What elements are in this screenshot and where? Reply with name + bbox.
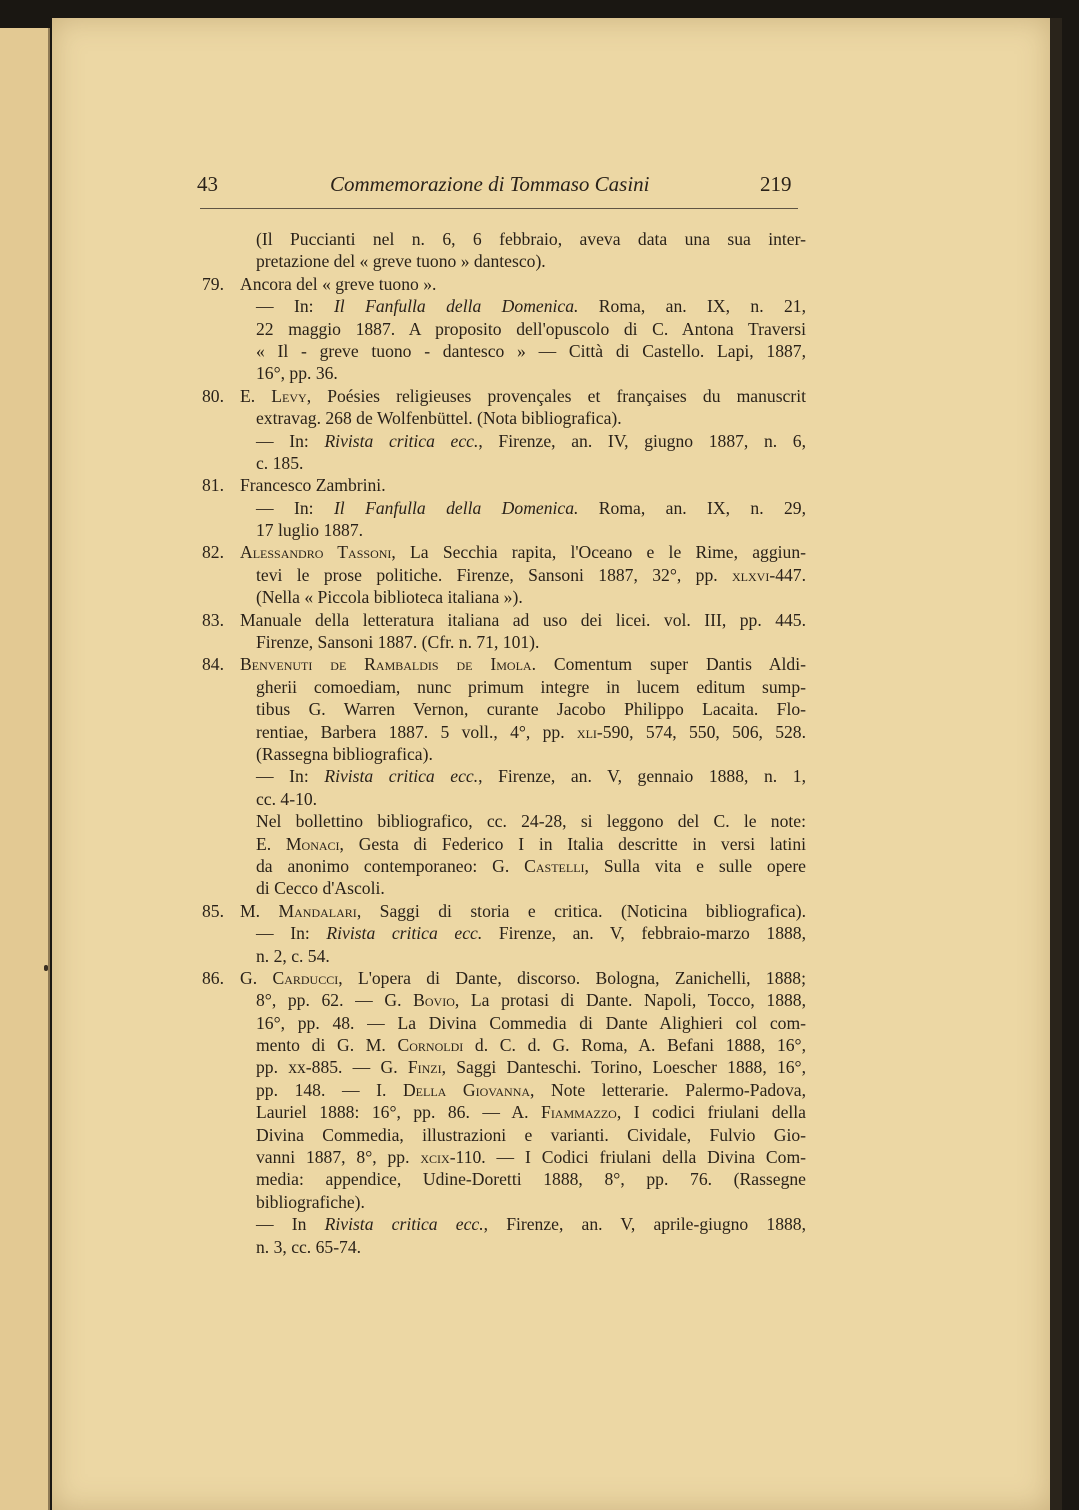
text-span: Roma, an. IX, n. 21,	[578, 296, 807, 317]
roman-numeral: xli	[576, 721, 597, 742]
page-gutter-shadow	[1050, 18, 1062, 1510]
text-line: tibus G. Warren Vernon, curante Jacobo Philippo Lacaita. Flo-	[256, 699, 806, 720]
text-span: Lauriel 1888: 16°, pp. 86. — A.	[256, 1102, 542, 1123]
roman-numeral: xcix	[420, 1147, 450, 1168]
text-span: -590, 574, 550, 506, 528.	[596, 721, 806, 742]
entry-83	[202, 609, 806, 631]
text-line	[240, 1213, 806, 1235]
text-span: , L'opera di Dante, discorso. Bologna, Zanichelli, 1888;	[338, 967, 806, 988]
text-span: , Saggi di storia e critica. (Noticina bibliografica).	[356, 900, 806, 921]
entry-number: 84.	[202, 654, 224, 675]
text-line	[240, 765, 806, 787]
text-span: vanni 1887, 8°, pp.	[256, 1147, 421, 1168]
text-line	[240, 1146, 806, 1168]
text-line: media: appendice, Udine-Doretti 1888, 8°, pp. 76. (Rassegne	[256, 1169, 806, 1190]
text-span: — In:	[256, 497, 334, 518]
author-name: Bovio	[413, 990, 455, 1011]
text-line	[240, 1079, 806, 1101]
entry-80	[202, 385, 806, 407]
text-line: di Cecco d'Ascoli.	[256, 878, 385, 899]
text-line	[240, 855, 806, 877]
entry-number: 83.	[202, 609, 224, 630]
text-span: rentiae, Barbera 1887. 5 voll., 4°, pp.	[256, 721, 577, 742]
text-line: (Rassegna bibliografica).	[256, 743, 433, 764]
right-page-number: 219	[760, 172, 792, 196]
entry-number: 80.	[202, 385, 224, 406]
text-line: c. 185.	[256, 452, 304, 473]
author-name: Castelli	[524, 855, 585, 876]
text-span: — In:	[256, 296, 334, 317]
author-name: Finzi	[407, 1057, 442, 1078]
text-line: bibliografiche).	[256, 1191, 365, 1212]
roman-numeral: xlxvi	[732, 564, 770, 585]
text-span: Roma, an. IX, n. 29,	[578, 497, 807, 518]
entry-number: 86.	[202, 967, 224, 988]
text-line	[240, 922, 806, 944]
text-line	[240, 497, 806, 519]
text-line	[240, 721, 806, 743]
author-name: Cornoldi	[397, 1035, 464, 1056]
text-line: Nel bollettino bibliografico, cc. 24-28, si leggono del C. le note:	[256, 811, 806, 832]
text-line	[240, 833, 806, 855]
author-name: Alessandro Tassoni	[240, 542, 392, 563]
entry-81	[202, 474, 806, 496]
periodical-title: Rivista critica ecc.	[324, 430, 479, 451]
author-name: Mandalari	[278, 900, 357, 921]
entry-86	[202, 967, 806, 989]
entry-84	[202, 653, 806, 675]
text-line: extravag. 268 de Wolfenbüttel. (Nota bibliografica).	[256, 408, 622, 429]
author-name: Levy	[271, 385, 307, 406]
text-line: n. 3, cc. 65-74.	[256, 1236, 362, 1257]
text-span: , Saggi Danteschi. Torino, Loescher 1888, 16°,	[441, 1057, 806, 1078]
text-span: , La protasi di Dante. Napoli, Tocco, 1888,	[454, 990, 806, 1011]
text-line: 17 luglio 1887.	[256, 520, 364, 541]
body-text	[202, 228, 807, 1258]
text-span: , Firenze, an. IV, giugno 1887, n. 6,	[478, 430, 806, 451]
text-span: -447.	[769, 564, 806, 585]
text-span: pp. xx-885. — G.	[256, 1057, 408, 1078]
text-span: , Firenze, an. V, gennaio 1888, n. 1,	[478, 766, 806, 787]
author-name: Della Giovanna	[402, 1079, 531, 1100]
text-span: , Sulla vita e sulle opere	[584, 855, 806, 876]
entry-82	[202, 541, 806, 563]
entry-number: 79.	[202, 273, 224, 294]
text-span: , Gesta di Federico I in Italia descritte in versi latini	[339, 833, 806, 854]
periodical-title: Rivista critica ecc.	[324, 766, 479, 787]
text-line: n. 2, c. 54.	[256, 945, 330, 966]
text-line: pretazione del « greve tuono » dantesco).	[256, 251, 546, 272]
periodical-title: Il Fanfulla della Domenica.	[333, 296, 579, 317]
entry-number: 82.	[202, 542, 224, 563]
text-line: 16°, pp. 48. — La Divina Commedia di Dante Alighieri col com-	[256, 1012, 806, 1033]
entry-text: Francesco Zambrini.	[240, 475, 386, 496]
periodical-title: Il Fanfulla della Domenica.	[333, 497, 579, 518]
text-span: , I codici friulani della	[616, 1102, 806, 1123]
text-span: — In:	[256, 923, 327, 944]
text-line	[240, 564, 806, 586]
text-line: Firenze, Sansoni 1887. (Cfr. n. 71, 101).	[256, 632, 540, 653]
text-span: E.	[240, 385, 272, 406]
author-name: Carducci	[272, 967, 339, 988]
text-line	[240, 1056, 806, 1078]
text-line: Divina Commedia, illustrazioni e varianti. Cividale, Fulvio Gio-	[256, 1124, 806, 1145]
text-span: — In:	[256, 766, 325, 787]
text-line: gherii comoediam, nunc primum integre in lucem editum sump-	[256, 676, 806, 697]
previous-page-edge	[0, 28, 50, 1510]
running-title: Commemorazione di Tommaso Casini	[330, 172, 650, 196]
text-line: 22 maggio 1887. A proposito dell'opuscolo di C. Antona Traversi	[256, 318, 806, 339]
periodical-title: Rivista critica ecc.	[326, 923, 483, 944]
text-span: — In:	[256, 430, 325, 451]
text-line: cc. 4-10.	[256, 788, 318, 809]
entry-number: 81.	[202, 475, 224, 496]
periodical-title: Rivista critica ecc.	[324, 1214, 484, 1235]
text-span: d. C. d. G. Roma, A. Befani 1888, 16°,	[463, 1035, 806, 1056]
text-span: G.	[240, 967, 273, 988]
text-span: , Poésies religieuses provençales et françaises du manuscrit	[306, 385, 806, 406]
entry-79	[202, 273, 806, 295]
text-span: E.	[256, 833, 286, 854]
entry-85	[202, 900, 806, 922]
text-span: , Firenze, an. V, aprile-giugno 1888,	[483, 1214, 806, 1235]
entry-text: Ancora del « greve tuono ».	[240, 273, 437, 294]
text-span: da anonimo contemporaneo: G.	[256, 855, 525, 876]
header-rule	[200, 208, 798, 209]
text-span: — In	[256, 1214, 325, 1235]
text-span: , Note letterarie. Palermo-Padova,	[530, 1079, 806, 1100]
author-name: Monaci	[285, 833, 340, 854]
text-span: , La Secchia rapita, l'Oceano e le Rime, aggiun-	[391, 542, 806, 563]
text-line	[240, 989, 806, 1011]
text-span: . Comentum super Dantis Aldi-	[531, 654, 806, 675]
text-span: mento di G. M.	[256, 1035, 398, 1056]
text-span: pp. 148. — I.	[256, 1079, 403, 1100]
entry-text: Manuale della letteratura italiana ad uso dei licei. vol. III, pp. 445.	[240, 609, 806, 630]
ink-spot	[44, 965, 48, 971]
entry-number: 85.	[202, 900, 224, 921]
text-line: (Nella « Piccola biblioteca italiana »).	[256, 587, 523, 608]
text-line: (Il Puccianti nel n. 6, 6 febbraio, aveva data una sua inter-	[256, 229, 806, 249]
text-span: -110. — I Codici friulani della Divina Com-	[449, 1147, 806, 1168]
text-span: tevi le prose politiche. Firenze, Sansoni 1887, 32°, pp.	[256, 564, 733, 585]
text-line: « Il - greve tuono - dantesco » — Città di Castello. Lapi, 1887,	[256, 340, 806, 361]
author-name: Benvenuti de Rambaldis de Imola	[240, 654, 532, 675]
text-line	[240, 295, 806, 317]
text-line	[240, 1101, 806, 1123]
author-name: Fiammazzo	[541, 1102, 617, 1123]
text-span: 8°, pp. 62. — G.	[256, 990, 414, 1011]
text-line: 16°, pp. 36.	[256, 363, 338, 384]
text-line	[240, 1034, 806, 1056]
left-page-number: 43	[197, 172, 218, 196]
text-line	[240, 430, 806, 452]
text-span: M.	[240, 900, 279, 921]
text-span: Firenze, an. V, febbraio-marzo 1888,	[482, 923, 807, 944]
